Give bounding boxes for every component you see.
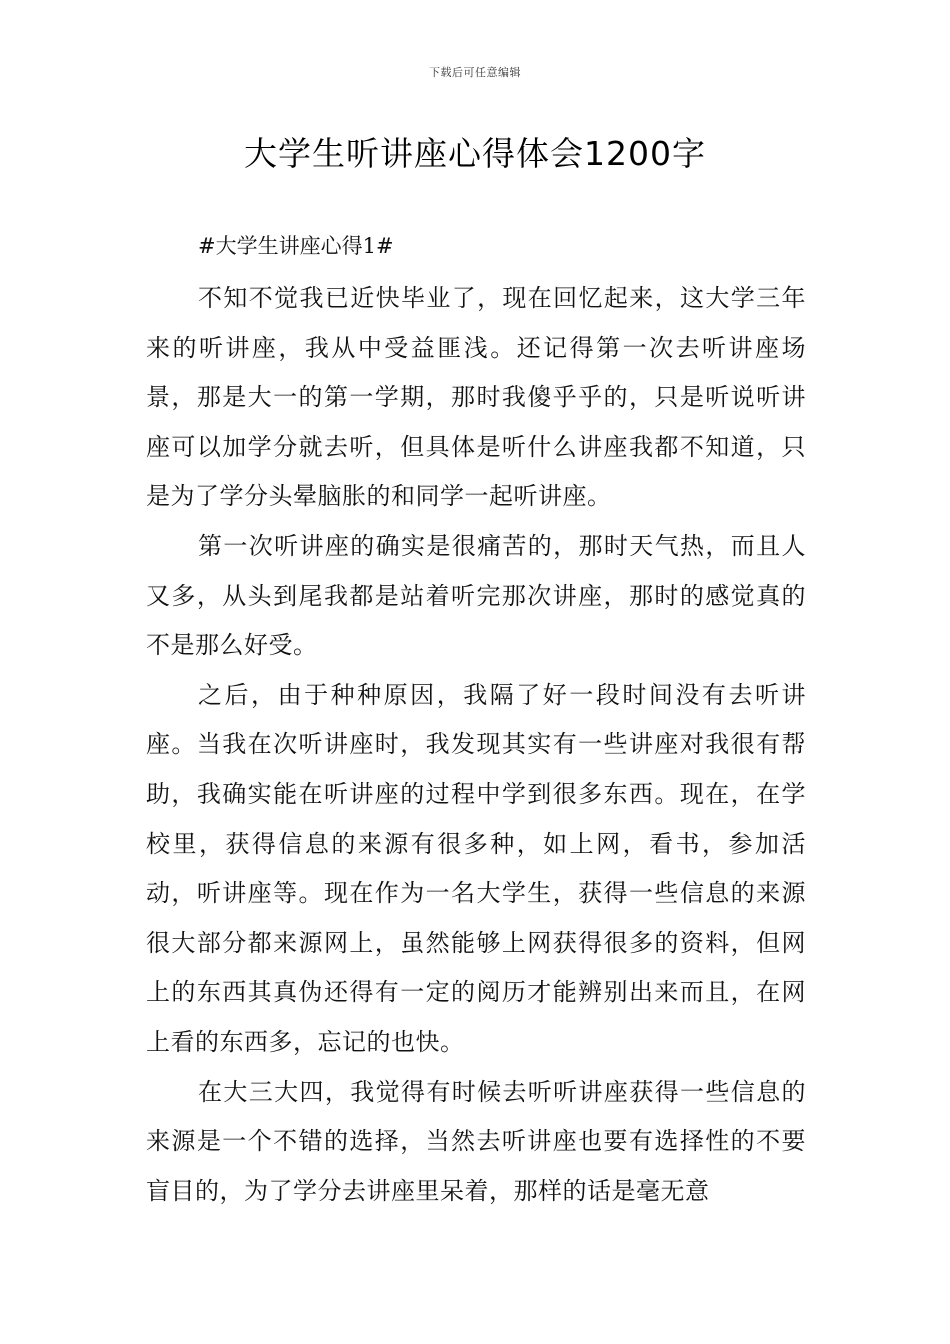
paragraph-1: 不知不觉我已近快毕业了，现在回忆起来，这大学三年来的听讲座，我从中受益匪浅。还记得第一次去听讲座场景，那是大一的第一学期，那时我傻乎乎的，只是听说听讲座可以加学分就去听，但具体是听什么讲座我都不知道，只是为了学分头晕脑胀的和同学一起听讲座。 [146,284,806,511]
paragraph-2: 第一次听讲座的确实是很痛苦的，那时天气热，而且人又多，从头到尾我都是站着听完那次讲座，那时的感觉真的不是那么好受。 [146,531,806,660]
document-title: 大学生听讲座心得体会1200字 [244,134,706,173]
header-note: 下载后可任意编辑 [429,66,521,79]
paragraph-4: 在大三大四，我觉得有时候去听听讲座获得一些信息的来源是一个不错的选择，当然去听讲座也要有选择性的不要盲目的，为了学分去讲座里呆着，那样的话是毫无意 [146,1077,806,1205]
paragraph-3: 之后，由于种种原因，我隔了好一段时间没有去听讲座。当我在次听讲座时，我发现其实有一些讲座对我很有帮助，我确实能在听讲座的过程中学到很多东西。现在，在学校里，获得信息的来源有很多种，如上网，看书，参加活动，听讲座等。现在作为一名大学生，获得一些信息的来源很大部分都来源网上，虽然能够上网获得很多的资料，但网上的东西其真伪还得有一定的阅历才能辨别出来而且，在网上看的东西多，忘记的也快。 [146,680,806,1056]
section-heading: #大学生讲座心得1# [198,234,394,258]
document-body [146,228,806,1216]
